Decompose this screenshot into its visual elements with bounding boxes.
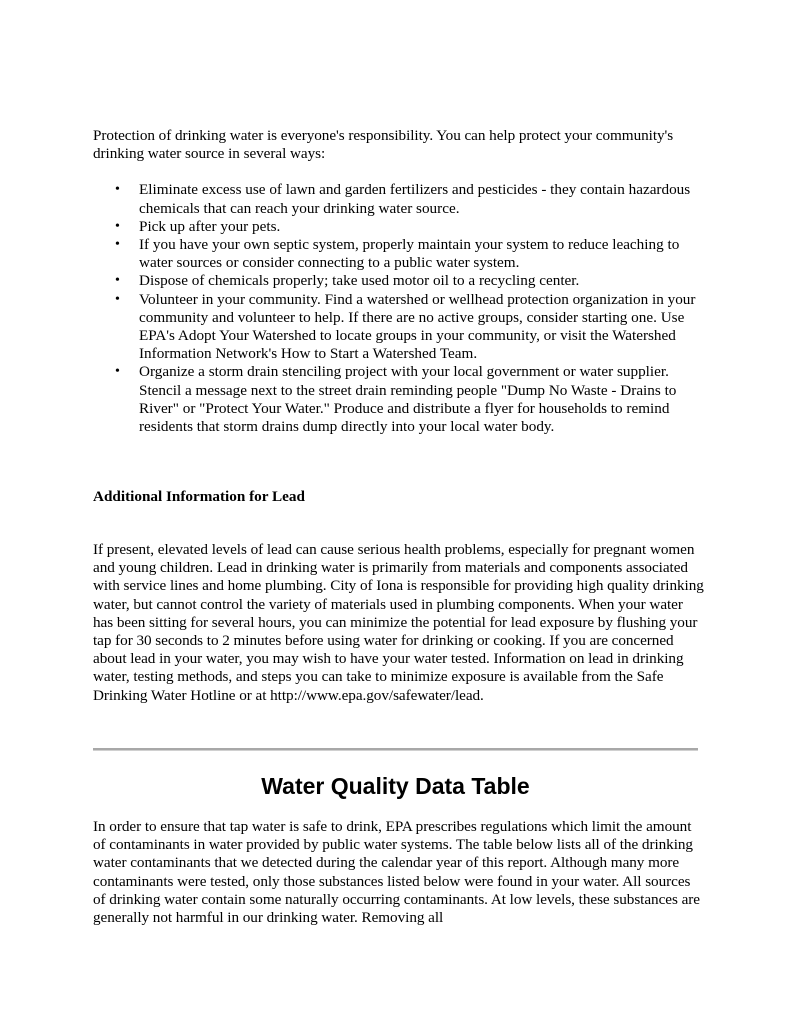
bullet-icon: • bbox=[115, 273, 120, 289]
list-item bbox=[93, 181, 705, 217]
bullet-icon: • bbox=[115, 237, 120, 253]
list-item bbox=[93, 363, 705, 436]
list-item bbox=[93, 218, 705, 236]
protection-intro: Protection of drinking water is everyone's responsibility. You can help protect your community's drinking water source in several ways: bbox=[93, 127, 674, 163]
list-item bbox=[93, 272, 705, 290]
bullet-icon: • bbox=[115, 291, 120, 307]
lead-section-body: If present, elevated levels of lead can cause serious health problems, especially for pregnant women and young children. Lead in drinking water is primarily from materials and components associated with service lines and home plumbing. City of Iona is responsible for providing high quality drinking water, but cannot control the variety of materials used in plumbing components. When your water has been sitting for several hours, you can minimize the potential for lead exposure by flushing your tap for 30 seconds to 2 minutes before using water for drinking or cooking. If you are concerned about lead in your water, you may wish to have your water tested. Information on lead in drinking water, testing methods, and steps you can take to minimize exposure is available from the Safe Drinking Water Hotline or at http://www.epa.gov/safewater/lead. bbox=[93, 541, 704, 704]
list-item bbox=[93, 291, 705, 364]
water-quality-title: Water Quality Data Table bbox=[261, 773, 530, 799]
list-item-text: Pick up after your pets. bbox=[139, 217, 281, 235]
list-item-text: If you have your own septic system, properly maintain your system to reduce leaching to water sources or consider connecting to a public water system. bbox=[139, 236, 680, 272]
protection-tips-list bbox=[93, 181, 705, 436]
list-item-text: Organize a storm drain stenciling project with your local government or water supplier. Stencil a message next to the street drain reminding people "Dump No Waste - Drains to River" or "Protect Your Water." Produce and distribute a flyer for households to remind residents that storm drains dump directly into your local water body. bbox=[139, 363, 677, 436]
list-item-text: Dispose of chemicals properly; take used motor oil to a recycling center. bbox=[139, 272, 580, 290]
list-item bbox=[93, 236, 705, 272]
bullet-icon: • bbox=[115, 364, 120, 380]
horizontal-divider bbox=[93, 748, 698, 751]
bullet-icon: • bbox=[115, 182, 120, 198]
list-item-text: Eliminate excess use of lawn and garden fertilizers and pesticides - they contain hazardous chemicals that can reach your drinking water source. bbox=[139, 181, 691, 217]
water-quality-body: In order to ensure that tap water is safe to drink, EPA prescribes regulations which limit the amount of contaminants in water provided by public water systems. The table below lists all of the drinking water contaminants that we detected during the calendar year of this report. Although many more contaminants were tested, only those substances listed below were found in your water. All sources of drinking water contain some naturally occurring contaminants. At low levels, these substances are generally not harmful in our drinking water. Removing all bbox=[93, 818, 700, 927]
list-item-text: Volunteer in your community. Find a watershed or wellhead protection organization in your community and volunteer to help. If there are no active groups, consider starting one. Use EPA's Adopt Your Watershed to locate groups in your community, or visit the Watershed Information Network's How to Start a Watershed Team. bbox=[139, 290, 696, 363]
bullet-icon: • bbox=[115, 218, 120, 234]
document-page bbox=[93, 127, 705, 927]
lead-section-heading: Additional Information for Lead bbox=[93, 488, 305, 505]
